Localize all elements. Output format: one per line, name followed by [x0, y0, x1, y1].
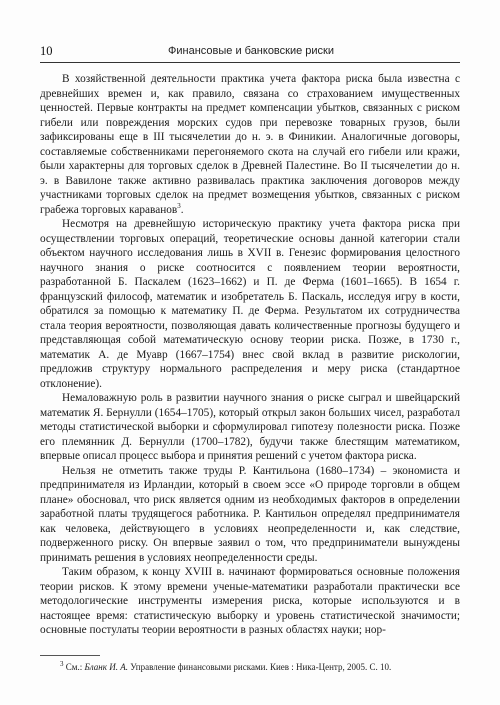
paragraph-end: . [180, 203, 184, 216]
paragraph-text: В хозяйственной деятельности практика учета фактора риска была известна с древнейших времен и, как правило, связана со страхованием имущественных ценностей. Первые контракты на предмет компенсации убытков, связанных с риском гибели или повреждения морских судов при перевозке товарных грузов, были зафиксированы еще в III тысячелетии до н. э. в Финикии. Аналогичные договоры, составляемые собственниками перегоняемого скота на случай его гибели или кражи, были характерны для торговых сделок в Древней Палестине. Во II тысячелетии до н. э. в Вавилоне также активно развивалась практика заключения договоров между участниками торговых сделок на предмет возмещения убытков, связанных с риском грабежа торговых караванов [40, 73, 460, 216]
page-number: 10 [40, 44, 53, 58]
paragraph-4: Нельзя не отметить также труды Р. Кантильона (1680–1734) – экономиста и предпринимателя из Ирландии, который в своем эссе «О природе торговли в общем плане» обосновал, что риск является одним из необходимых факторов в определении заработной платы трудящегося работника. Р. Кантильон определял предпринимателя как человека, действующего в условиях неопределенности и, как следствие, подверженного риску. Он впервые заявил о том, что предприниматели вынуждены принимать решения в условиях неопределенности среды. [40, 464, 460, 564]
footnote-prefix: См.: [65, 662, 85, 672]
paragraph-3: Немаловажную роль в развитии научного знания о риске сыграл и швейцарский математик Я. Бернулли (1654–1705), который открыл закон больших чисел, разработал методы статистической выборки и сформулировал гипотезу полезности риска. Позже его племянник Д. Бернулли (1700–1782), будучи также блестящим математиком, впервые описал процесс выбора и принятия решений с учетом фактора риска. [40, 392, 460, 462]
footnote-marker: 3 [60, 660, 64, 668]
main-text [40, 72, 460, 638]
footnote-divider [40, 655, 100, 656]
paragraph-1 [40, 72, 460, 217]
page-header [40, 44, 460, 63]
paragraph-2: Несмотря на древнейшую историческую практику учета фактора риска при осуществлении торговых операций, теоретические основы данной категории стали объектом научного исследования лишь в XVII в. Генезис формирования целостного научного знания о риске соотносится с появлением теории вероятности, разработанной Б. Паскалем (1623–1662) и П. де Ферма (1601–1665). В 1654 г. французский философ, математик и изобретатель Б. Паскаль, исследуя игру в кости, обратился за помощью к математику П. де Ферма. Результатом их сотрудничества стала теория вероятности, позволяющая давать количественные прогнозы будущего и представляющая собой математическую основу теории риска. Позже, в 1730 г., математик А. де Муавр (1667–1754) внес свой вклад в развитие рискологии, предложив структуру нормального распределения и меру риска (стандартное отклонение). [40, 218, 460, 390]
footnote-author: Бланк И. А. [84, 662, 128, 672]
footnote [60, 661, 460, 673]
footnote-ref: 3 [177, 201, 181, 210]
footnote-source: Управление финансовыми рисками. Киев : Ника-Центр, 2005. С. 10. [127, 662, 392, 672]
paragraph-5: Таким образом, к концу XVIII в. начинают формироваться основные положения теории рисков. К этому времени ученые-математики разработали практически все методологические инструменты измерения риска, которые используются и в настоящее время: статистическую выборку и уровень статистической значимости; основные постулаты теории вероятности в разных областях науки; нор- [40, 566, 460, 636]
running-title: Финансовые и банковские риски [168, 45, 335, 57]
